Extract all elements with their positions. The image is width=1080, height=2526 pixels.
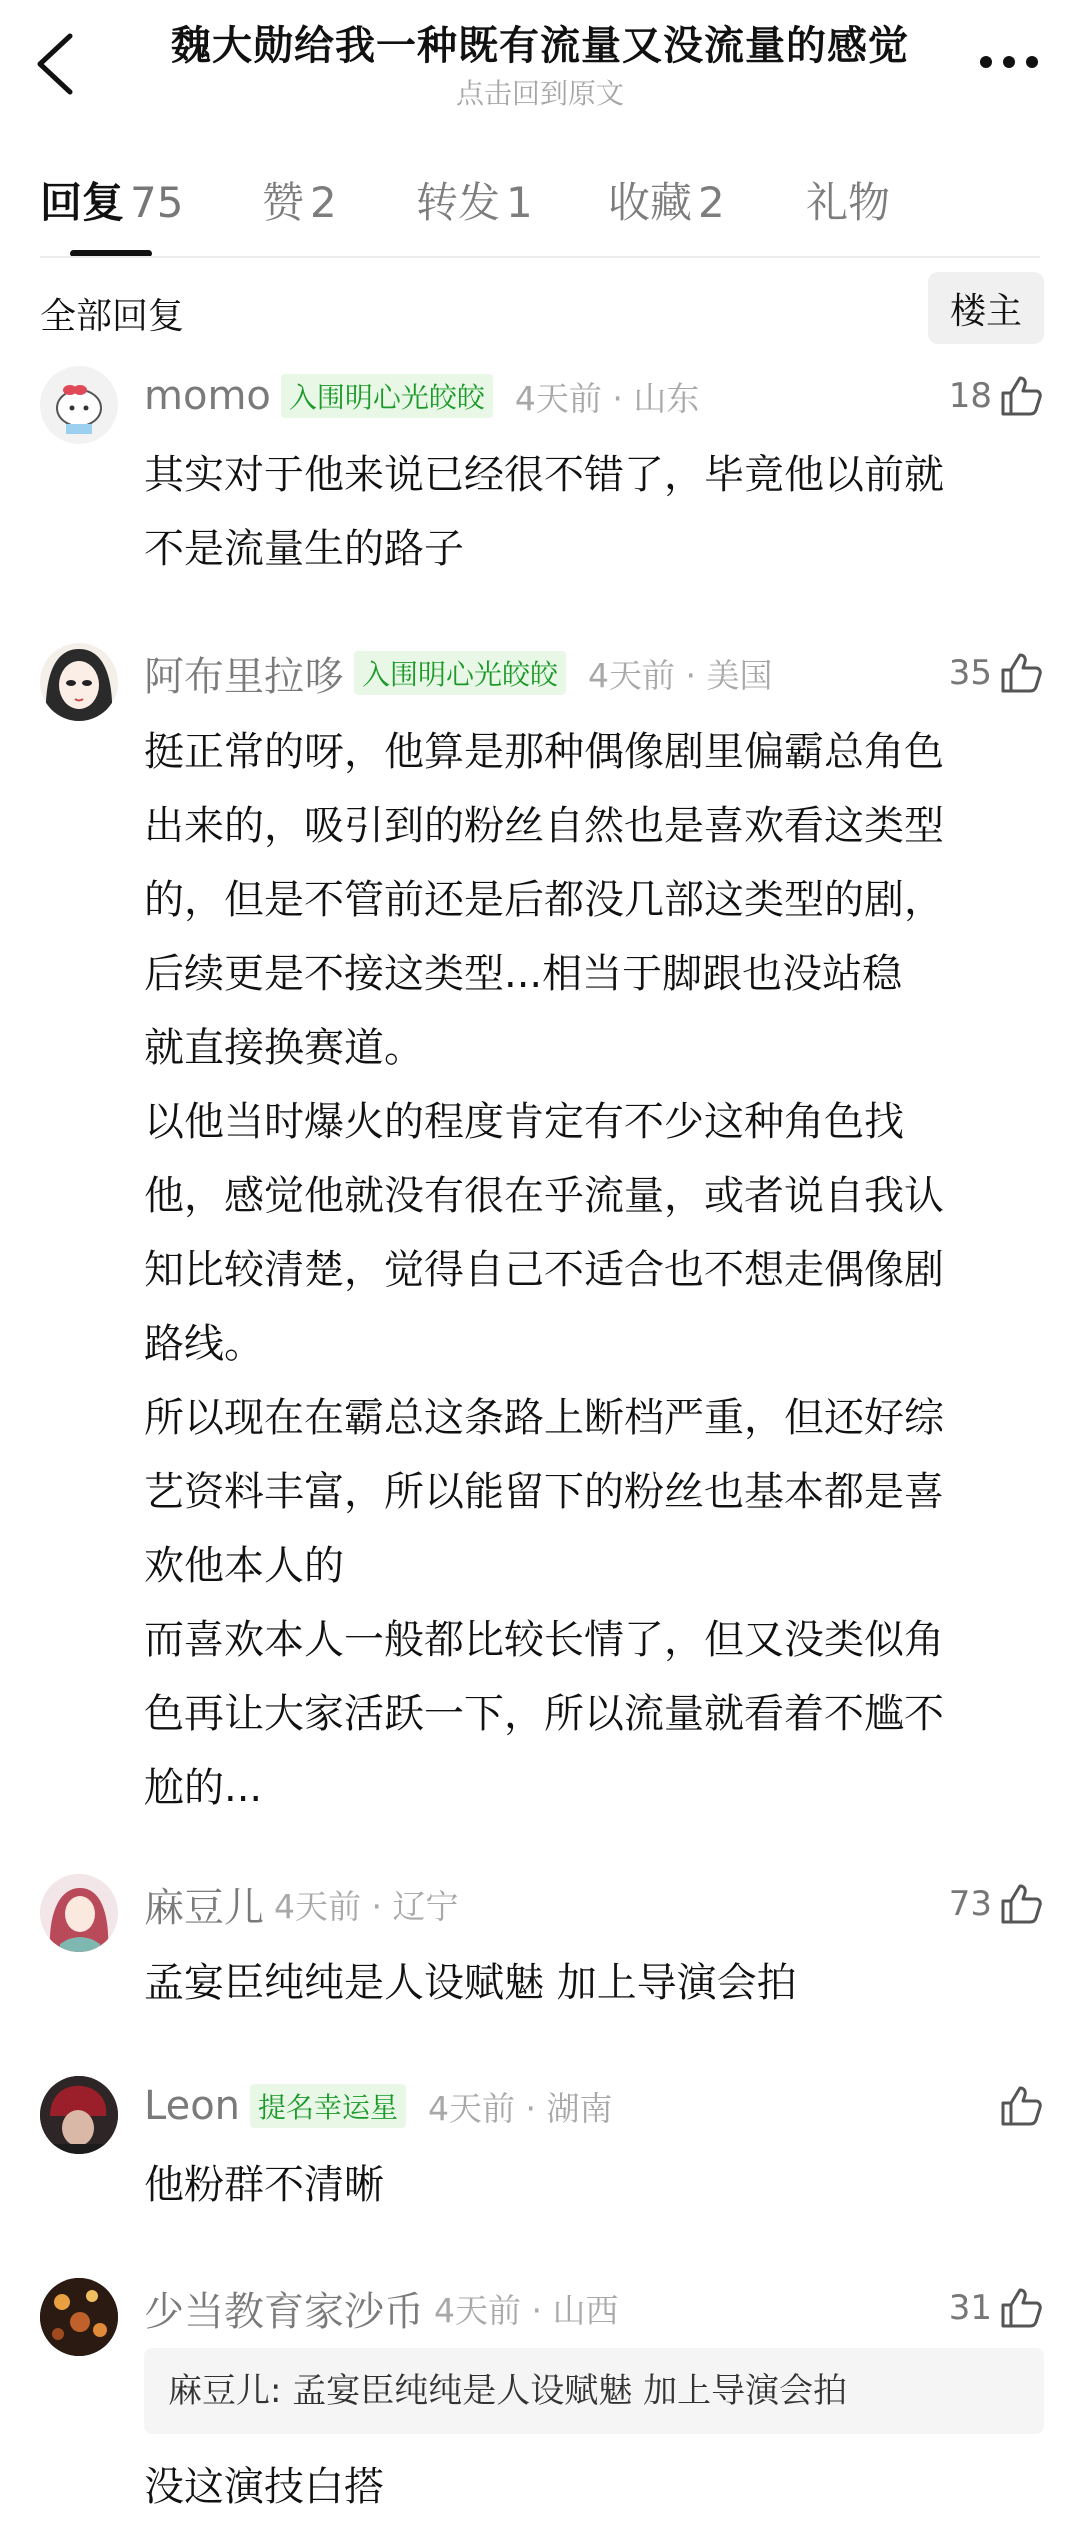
thumbs-up-icon — [998, 2083, 1044, 2129]
username[interactable]: 少当教育家沙币 — [144, 2288, 424, 2335]
like-button[interactable] — [949, 1876, 1044, 1932]
like-button[interactable] — [949, 645, 1044, 701]
comment-line: 色再让大家活跃一下，所以流量就看着不尴不 — [144, 1691, 944, 1737]
comment-line: 不是流量生的路子 — [144, 526, 464, 572]
comment-line: 他粉群不清晰 — [144, 2162, 384, 2208]
comment-text — [144, 2148, 1044, 2222]
comment-text — [144, 2450, 1044, 2524]
username[interactable]: 麻豆儿 — [144, 1884, 264, 1931]
time-location: 4天前 · 辽宁 — [274, 1886, 459, 1926]
like-count: 35 — [948, 653, 992, 693]
more-button[interactable] — [974, 40, 1044, 80]
thumbs-up-icon — [998, 650, 1044, 696]
comment-line: 挺正常的呀，他算是那种偶像剧里偏霸总角色 — [144, 729, 944, 775]
quoted-reply[interactable]: 麻豆儿: 孟宴臣纯纯是人设赋魅 加上导演会拍 — [144, 2348, 1044, 2434]
tab-reposts[interactable] — [416, 170, 533, 230]
comment-meta — [144, 2278, 618, 2338]
comment-line: 的，但是不管前还是后都没几部这类型的剧， — [144, 877, 944, 923]
comment-line: 艺资料丰富，所以能留下的粉丝也基本都是喜 — [144, 1469, 944, 1515]
comment-meta — [144, 2076, 613, 2136]
tab-replies[interactable] — [40, 170, 183, 230]
comment-line: 后续更是不接这类型...相当于脚跟也没站稳 — [144, 951, 903, 997]
tab-label: 礼物 — [806, 178, 891, 227]
top-bar — [0, 0, 1080, 130]
comment-text — [144, 1946, 1044, 2020]
tab-label: 收藏 — [608, 178, 693, 227]
username[interactable]: 阿布里拉哆 — [144, 653, 344, 700]
comment-line: 孟宴臣纯纯是人设赋魅 加上导演会拍 — [144, 1960, 797, 2006]
tab-label: 回复 — [40, 178, 125, 227]
comment-line: 没这演技白搭 — [144, 2464, 384, 2510]
tab-count: 75 — [130, 178, 184, 227]
comment-line: 出来的，吸引到的粉丝自然也是喜欢看这类型 — [144, 803, 944, 849]
back-to-post-link[interactable]: 点击回到原文 — [455, 77, 624, 110]
avatar-image — [40, 2076, 118, 2154]
comment-line: 以他当时爆火的程度肯定有不少这种角色找 — [144, 1099, 904, 1145]
avatar[interactable] — [40, 1874, 118, 1952]
divider — [40, 256, 1040, 258]
avatar-image — [40, 366, 118, 444]
user-badge[interactable]: 提名幸运星 — [250, 2084, 406, 2128]
comment-meta — [144, 1874, 458, 1934]
tab-bar — [0, 170, 1080, 260]
avatar-image — [40, 2278, 118, 2356]
comment-line: 他，感觉他就没有很在乎流量，或者说自我认 — [144, 1173, 944, 1219]
avatar[interactable] — [40, 2278, 118, 2356]
like-button[interactable] — [998, 2078, 1044, 2134]
tab-gifts[interactable] — [806, 170, 890, 230]
tab-count: 2 — [310, 178, 337, 227]
comment-meta — [144, 643, 772, 703]
tab-label: 转发 — [416, 178, 501, 227]
comment-line: 知比较清楚，觉得自己不适合也不想走偶像剧 — [144, 1247, 944, 1293]
comment-line: 其实对于他来说已经很不错了，毕竟他以前就 — [144, 452, 944, 498]
like-count: 18 — [948, 376, 992, 416]
comment-line: 欢他本人的 — [144, 1543, 344, 1589]
tab-label: 赞 — [262, 178, 305, 227]
avatar[interactable] — [40, 366, 118, 444]
thumbs-up-icon — [998, 1881, 1044, 1927]
comment-line: 就直接换赛道。 — [144, 1025, 424, 1071]
time-location: 4天前 · 山东 — [514, 378, 700, 418]
sort-label[interactable]: 全部回复 — [40, 296, 185, 337]
like-button[interactable] — [949, 368, 1044, 424]
avatar-image — [40, 1874, 118, 1952]
like-button[interactable] — [949, 2280, 1044, 2336]
comment-line: 而喜欢本人一般都比较长情了，但又没类似角 — [144, 1617, 944, 1663]
username[interactable]: Leon — [144, 2083, 241, 2129]
comment-meta — [144, 366, 699, 426]
time-location: 4天前 · 美国 — [588, 655, 773, 695]
comment-text — [144, 438, 1044, 586]
comment-line: 路线。 — [144, 1321, 264, 1367]
avatar[interactable] — [40, 643, 118, 721]
thumbs-up-icon — [998, 373, 1044, 419]
tab-count: 2 — [698, 178, 725, 227]
tab-count: 1 — [506, 178, 533, 227]
time-location: 4天前 · 湖南 — [428, 2088, 613, 2128]
user-badge[interactable]: 入围明心光皎皎 — [281, 374, 493, 418]
back-button[interactable] — [28, 28, 88, 98]
comment-text — [144, 715, 1044, 1825]
avatar[interactable] — [40, 2076, 118, 2154]
like-count: 31 — [948, 2288, 992, 2328]
comment-line: 所以现在在霸总这条路上断档严重，但还好综 — [144, 1395, 944, 1441]
comment-line: 尬的... — [144, 1765, 263, 1811]
chevron-left-icon — [28, 28, 88, 98]
time-location: 4天前 · 山西 — [434, 2290, 619, 2330]
more-dots-icon — [974, 40, 1044, 80]
avatar-image — [40, 643, 118, 721]
tab-likes[interactable] — [262, 170, 337, 230]
tab-favorites[interactable] — [608, 170, 725, 230]
user-badge[interactable]: 入围明心光皎皎 — [354, 651, 566, 695]
username[interactable]: momo — [144, 373, 271, 419]
like-count: 73 — [948, 1884, 992, 1924]
page-title[interactable]: 魏大勋给我一种既有流量又没流量的感觉 — [171, 23, 909, 69]
thumbs-up-icon — [998, 2285, 1044, 2331]
owner-only-button[interactable]: 楼主 — [928, 272, 1044, 344]
